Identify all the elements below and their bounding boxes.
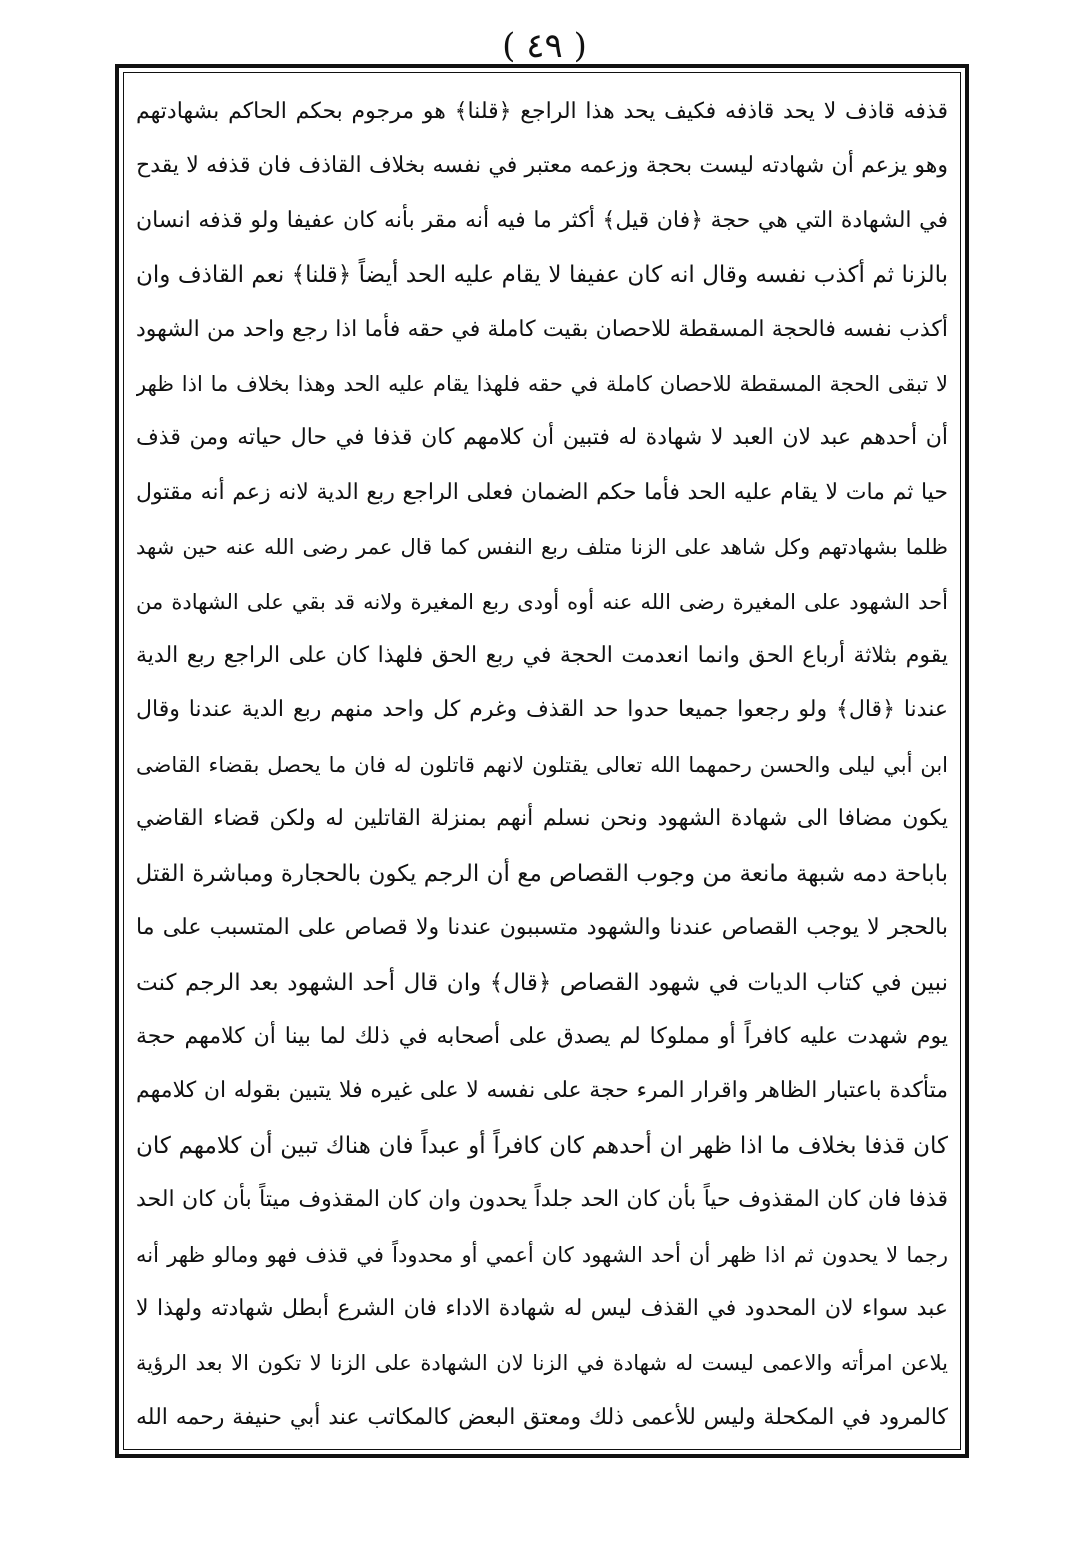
text-line: ظلما بشهادتهم وكل شاهد على الزنا متلف ربع النفس كما قال عمر رضى الله عنه حين شهد — [136, 535, 948, 560]
text-line: يوم شهدت عليه كافراً أو مملوكا لم يصدق على أصحابه في ذلك لما بينا أن كلامهم حجة — [136, 1023, 948, 1049]
text-line: بالزنا ثم أكذب نفسه وقال انه كان عفيفا لا يقام عليه الحد أيضاً ﴿قلنا﴾ نعم القاذف وان — [136, 262, 948, 289]
text-line: قذفا فان كان المقذوف حياً بأن كان الحد جلداً يحدون وان كان المقذوف ميتاً بأن كان الحد — [136, 1187, 948, 1213]
text-line: ابن أبي ليلى والحسن رحمهما الله تعالى يقتلون لانهم قاتلون له فان ما يحصل بقضاء القاضى — [136, 752, 948, 777]
body-text — [136, 90, 948, 1440]
text-line: عندنا ﴿قال﴾ ولو رجعوا جميعا حدوا حد القذف وغرم كل واحد منهم ربع الدية عندنا وقال — [136, 697, 948, 723]
text-line: رجما لا يحدون ثم اذا ظهر أن أحد الشهود كان أعمي أو محدوداً في قذف فهو ومالو ظهر أنه — [136, 1242, 948, 1267]
text-line: يكون مضافا الى شهادة الشهود ونحن نسلم أنهم بمنزلة القاتلين له ولكن قضاء القاضي — [136, 806, 948, 832]
text-line: لا تبقى الحجة المسقطة للاحصان كاملة في حقه فلهذا يقام عليه الحد وهذا بخلاف ما اذا ظهر — [136, 372, 948, 397]
text-line: كالمرود في المكحلة وليس للأعمى ذلك ومعتق البعض كالمكاتب عند أبي حنيفة رحمه الله — [136, 1404, 948, 1430]
text-line: عبد سواء لان المحدود في القذف ليس له شهادة الاداء فان الشرع أبطل شهادته ولهذا لا — [136, 1295, 948, 1321]
text-line: متأكدة باعتبار الظاهر واقرار المرء حجة على نفسه لا على غيره فلا يتبين بقوله ان كلامهم — [136, 1078, 948, 1104]
text-line: يلاعن امرأته والاعمى ليست له شهادة في الزنا لان الشهادة على الزنا لا تكون الا بعد الرؤية — [136, 1351, 948, 1376]
text-line: نبين في كتاب الديات في شهود القصاص ﴿قال﴾ وان قال أحد الشهود بعد الرجم كنت — [136, 969, 948, 996]
text-line: كان قذفا بخلاف ما اذا ظهر ان أحدهم كان كافراً أو عبداً فان هناك تبين أن كلامهم كان — [136, 1132, 948, 1159]
text-line: بالحجر لا يوجب القصاص عندنا والشهود متسببون عندنا ولا قصاص على المتسبب على ما — [136, 915, 948, 941]
text-line: أن أحدهم عبد لان العبد لا شهادة له فتبين أن كلامهم كان قذفا في حال حياته ومن قذف — [136, 425, 948, 451]
text-line: حيا ثم مات لا يقام عليه الحد فأما حكم الضمان فعلى الراجع ربع الدية لانه زعم أنه مقتول — [136, 479, 948, 505]
text-line: في الشهادة التي هي حجة ﴿فان قيل﴾ أكثر ما فيه أنه مقر بأنه كان عفيفا ولو قذفه انسان — [136, 207, 948, 233]
text-line: وهو يزعم أن شهادته ليست بحجة وزعمه معتبر في نفسه بخلاف القاذف فان قذفه لا يقدح — [136, 153, 948, 179]
text-line: يقوم بثلاثة أرباع الحق وانما انعدمت الحجة في ربع الحق فلهذا كان على الراجع ربع الدية — [136, 643, 948, 669]
text-line: قذفه قاذف لا يحد قاذفه فكيف يحد هذا الراجع ﴿قلنا﴾ هو مرجوم بحكم الحاكم بشهادتهم — [136, 99, 948, 124]
text-line: باباحة دمه شبهة مانعة من وجوب القصاص مع أن الرجم يكون بالحجارة ومباشرة القتل — [136, 860, 948, 887]
text-line: أحد الشهود على المغيرة رضى الله عنه أوه أودى ربع المغيرة ولانه قد بقي على الشهادة من — [136, 589, 948, 614]
page-number: ( ٤٩ ) — [502, 26, 587, 66]
text-line: أكذب نفسه فالحجة المسقطة للاحصان بقيت كاملة في حقه فأما اذا رجع واحد من الشهود — [136, 316, 948, 342]
